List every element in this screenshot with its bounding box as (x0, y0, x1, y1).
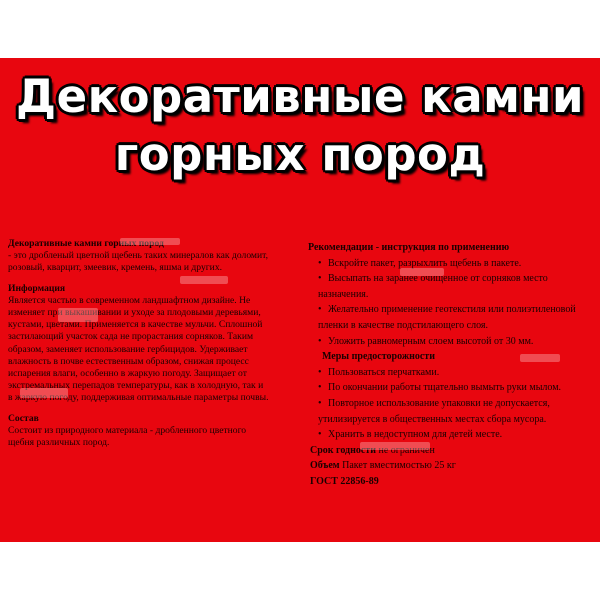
precautions-heading: Меры предосторожности (322, 351, 435, 363)
bullet-icon: • (318, 429, 322, 441)
instruction-item: • Желательно применение геотекстиля или полиэтиленовой пленки в качестве подстилающего слоя. (318, 304, 576, 331)
section-body-info: Является частью в современном ландшафтном дизайне. Не изменяет при выкашивании и уходе за плодовыми деревьями, кустами, цветами. Применяется в качестве мульчи. Сплошной застилающий участок сада не прорастания сорняков. Таким образом, заменяет использование гербицидов. Удерживает влажность в почве естественным образом, снижая процесс испарения влаги, особенно в жаркую погоду. Защищает от экстремальных перепадов температуры, как в холодную, так и в жаркую погоду, поддерживая оптимальные параметры почвы. (8, 294, 269, 404)
instructions-heading: Рекомендации - инструкция по применению (308, 242, 510, 253)
precaution-item: • Пользоваться перчатками. (308, 365, 590, 381)
wear-mark (360, 442, 430, 450)
product-label (0, 58, 600, 542)
section-heading-description: Декоративные камни горных пород (8, 238, 164, 249)
instruction-item: • Вскройте пакет, разрыхлить щебень в пакете. (308, 256, 590, 272)
title-line-1: Декоративные камни (15, 70, 584, 123)
shelf-life-value: не ограничен (378, 444, 435, 456)
precaution-item: • По окончании работы тщательно вымыть руки мылом. (308, 380, 590, 396)
bullet-icon: • (318, 382, 322, 394)
section-heading-composition: Состав (8, 412, 39, 424)
product-title (0, 68, 600, 184)
wear-mark (20, 388, 68, 398)
bullet-icon: • (318, 335, 322, 347)
wear-mark (520, 354, 560, 362)
bullet-icon: • (318, 366, 322, 378)
wear-mark (180, 276, 228, 284)
left-column (8, 238, 270, 457)
wear-mark (400, 268, 444, 276)
gost-standard: ГОСТ 22856-89 (310, 475, 379, 487)
wear-mark (120, 238, 180, 245)
right-column (308, 240, 590, 490)
title-line-2: горных пород (114, 128, 486, 181)
precaution-item: • Хранить в недоступном для детей месте. (308, 427, 590, 443)
wear-mark (58, 308, 98, 322)
shelf-life (308, 443, 590, 459)
instruction-item: • Высыпать на заранее очищенное от сорняков место назначения. (318, 273, 548, 300)
section-heading-info: Информация (8, 282, 66, 294)
section-body-composition: Состоит из природного материала - дробленного цветного щебня различных пород. (8, 424, 247, 449)
section-body-description: - это дробленый цветной щебень таких минералов как доломит, розовый, кварцит, змеевик, кремень, яшма и других. (8, 250, 269, 274)
volume-label: Объем (310, 460, 340, 472)
bullet-icon: • (318, 257, 322, 269)
precaution-item: • Повторное использование упаковки не допускается, утилизируется в общественных местах сбора мусора. (318, 397, 550, 425)
shelf-life-label: Срок годности (310, 444, 376, 456)
volume (308, 458, 590, 474)
instruction-item: • Уложить равномерным слоем высотой от 30 мм. (308, 334, 590, 350)
volume-value: Пакет вместимостью 25 кг (342, 460, 456, 472)
bullet-icon: • (318, 304, 322, 316)
bullet-icon: • (318, 273, 322, 285)
bullet-icon: • (318, 397, 322, 409)
